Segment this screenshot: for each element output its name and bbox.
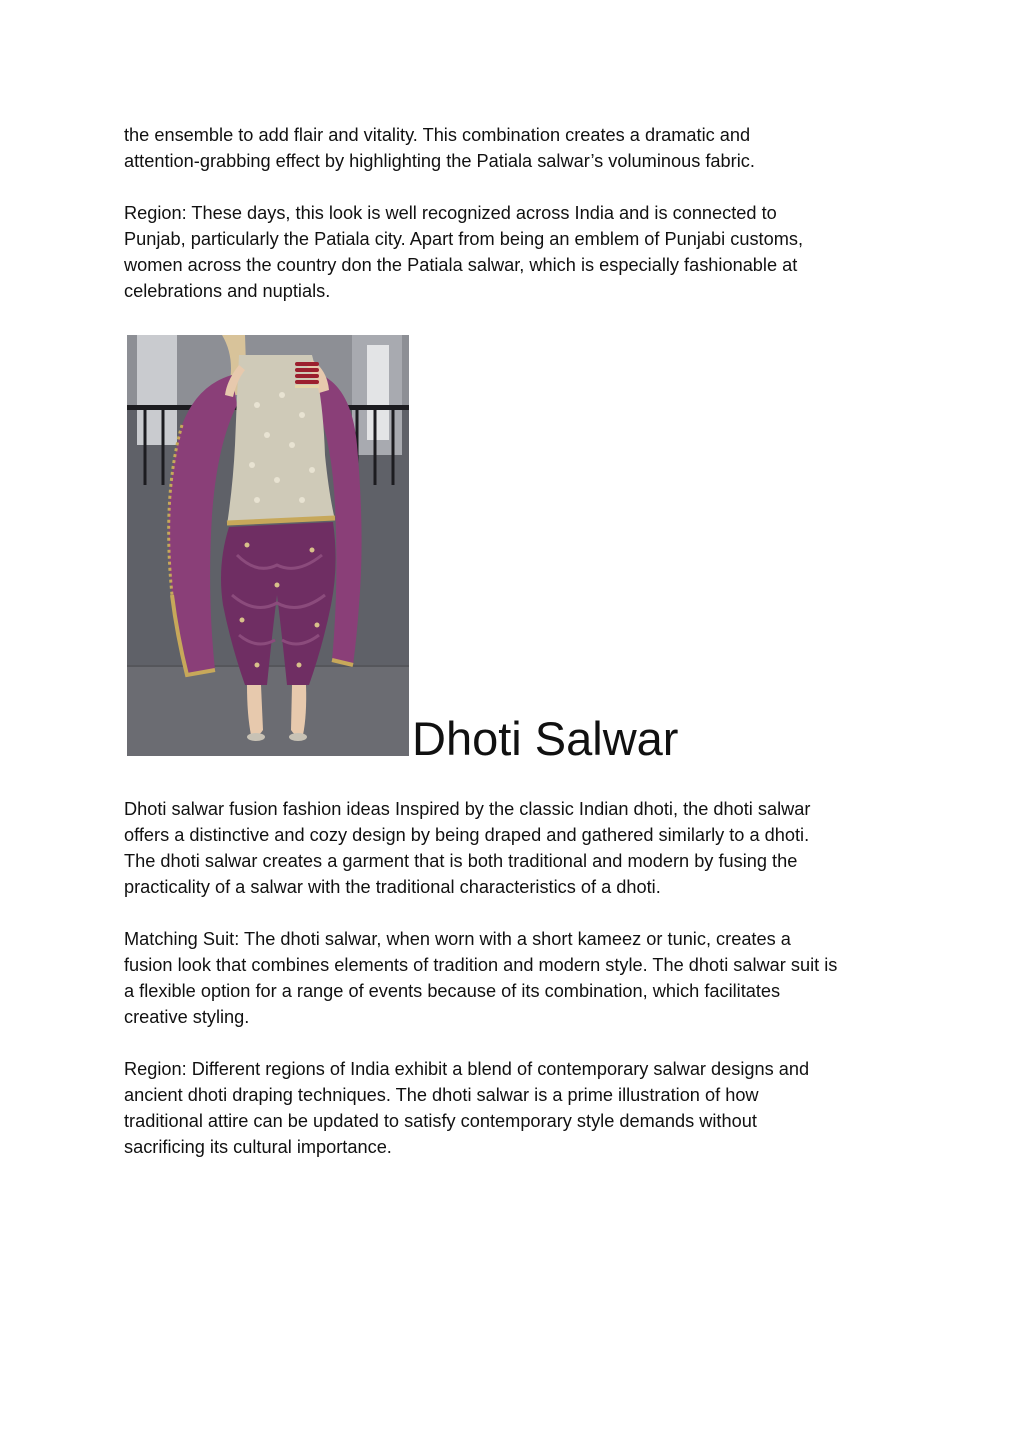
- text-line: celebrations and nuptials.: [124, 281, 331, 301]
- text-line: attention-grabbing effect by highlighting the Patiala salwar’s voluminous fabric.: [124, 151, 755, 171]
- text-line: The dhoti salwar creates a garment that is both traditional and modern by fusing the: [124, 851, 798, 871]
- intro-paragraph: [124, 122, 914, 174]
- dhoti-salwar-illustration: [127, 335, 409, 756]
- dhoti-intro-paragraph: [124, 796, 914, 900]
- text-line: a flexible option for a range of events because of its combination, which facilitates: [124, 981, 781, 1001]
- text-line: the ensemble to add flair and vitality. This combination creates a dramatic and: [124, 125, 751, 145]
- dhoti-region-paragraph: [124, 1056, 914, 1160]
- text-line: creative styling.: [124, 1007, 250, 1027]
- matching-suit-paragraph: [124, 926, 914, 1030]
- text-line: Punjab, particularly the Patiala city. Apart from being an emblem of Punjabi customs,: [124, 229, 804, 249]
- text-line: practicality of a salwar with the traditional characteristics of a dhoti.: [124, 877, 661, 897]
- text-line: Region: Different regions of India exhibit a blend of contemporary salwar designs and: [124, 1059, 810, 1079]
- text-line: Dhoti salwar fusion fashion ideas Inspired by the classic Indian dhoti, the dhoti salwar: [124, 799, 811, 819]
- text-line: Region: These days, this look is well recognized across India and is connected to: [124, 203, 777, 223]
- patiala-region-paragraph: [124, 200, 914, 304]
- text-line: fusion look that combines elements of tradition and modern style. The dhoti salwar suit is: [124, 955, 838, 975]
- text-line: offers a distinctive and cozy design by being draped and gathered similarly to a dhoti.: [124, 825, 810, 845]
- text-line: ancient dhoti draping techniques. The dhoti salwar is a prime illustration of how: [124, 1085, 759, 1105]
- text-line: sacrificing its cultural importance.: [124, 1137, 392, 1157]
- dhoti-salwar-photo: [127, 335, 409, 756]
- text-line: traditional attire can be updated to satisfy contemporary style demands without: [124, 1111, 757, 1131]
- text-line: women across the country don the Patiala salwar, which is especially fashionable at: [124, 255, 798, 275]
- section-heading-dhoti-salwar: Dhoti Salwar: [412, 712, 679, 765]
- text-line: Matching Suit: The dhoti salwar, when worn with a short kameez or tunic, creates a: [124, 929, 791, 949]
